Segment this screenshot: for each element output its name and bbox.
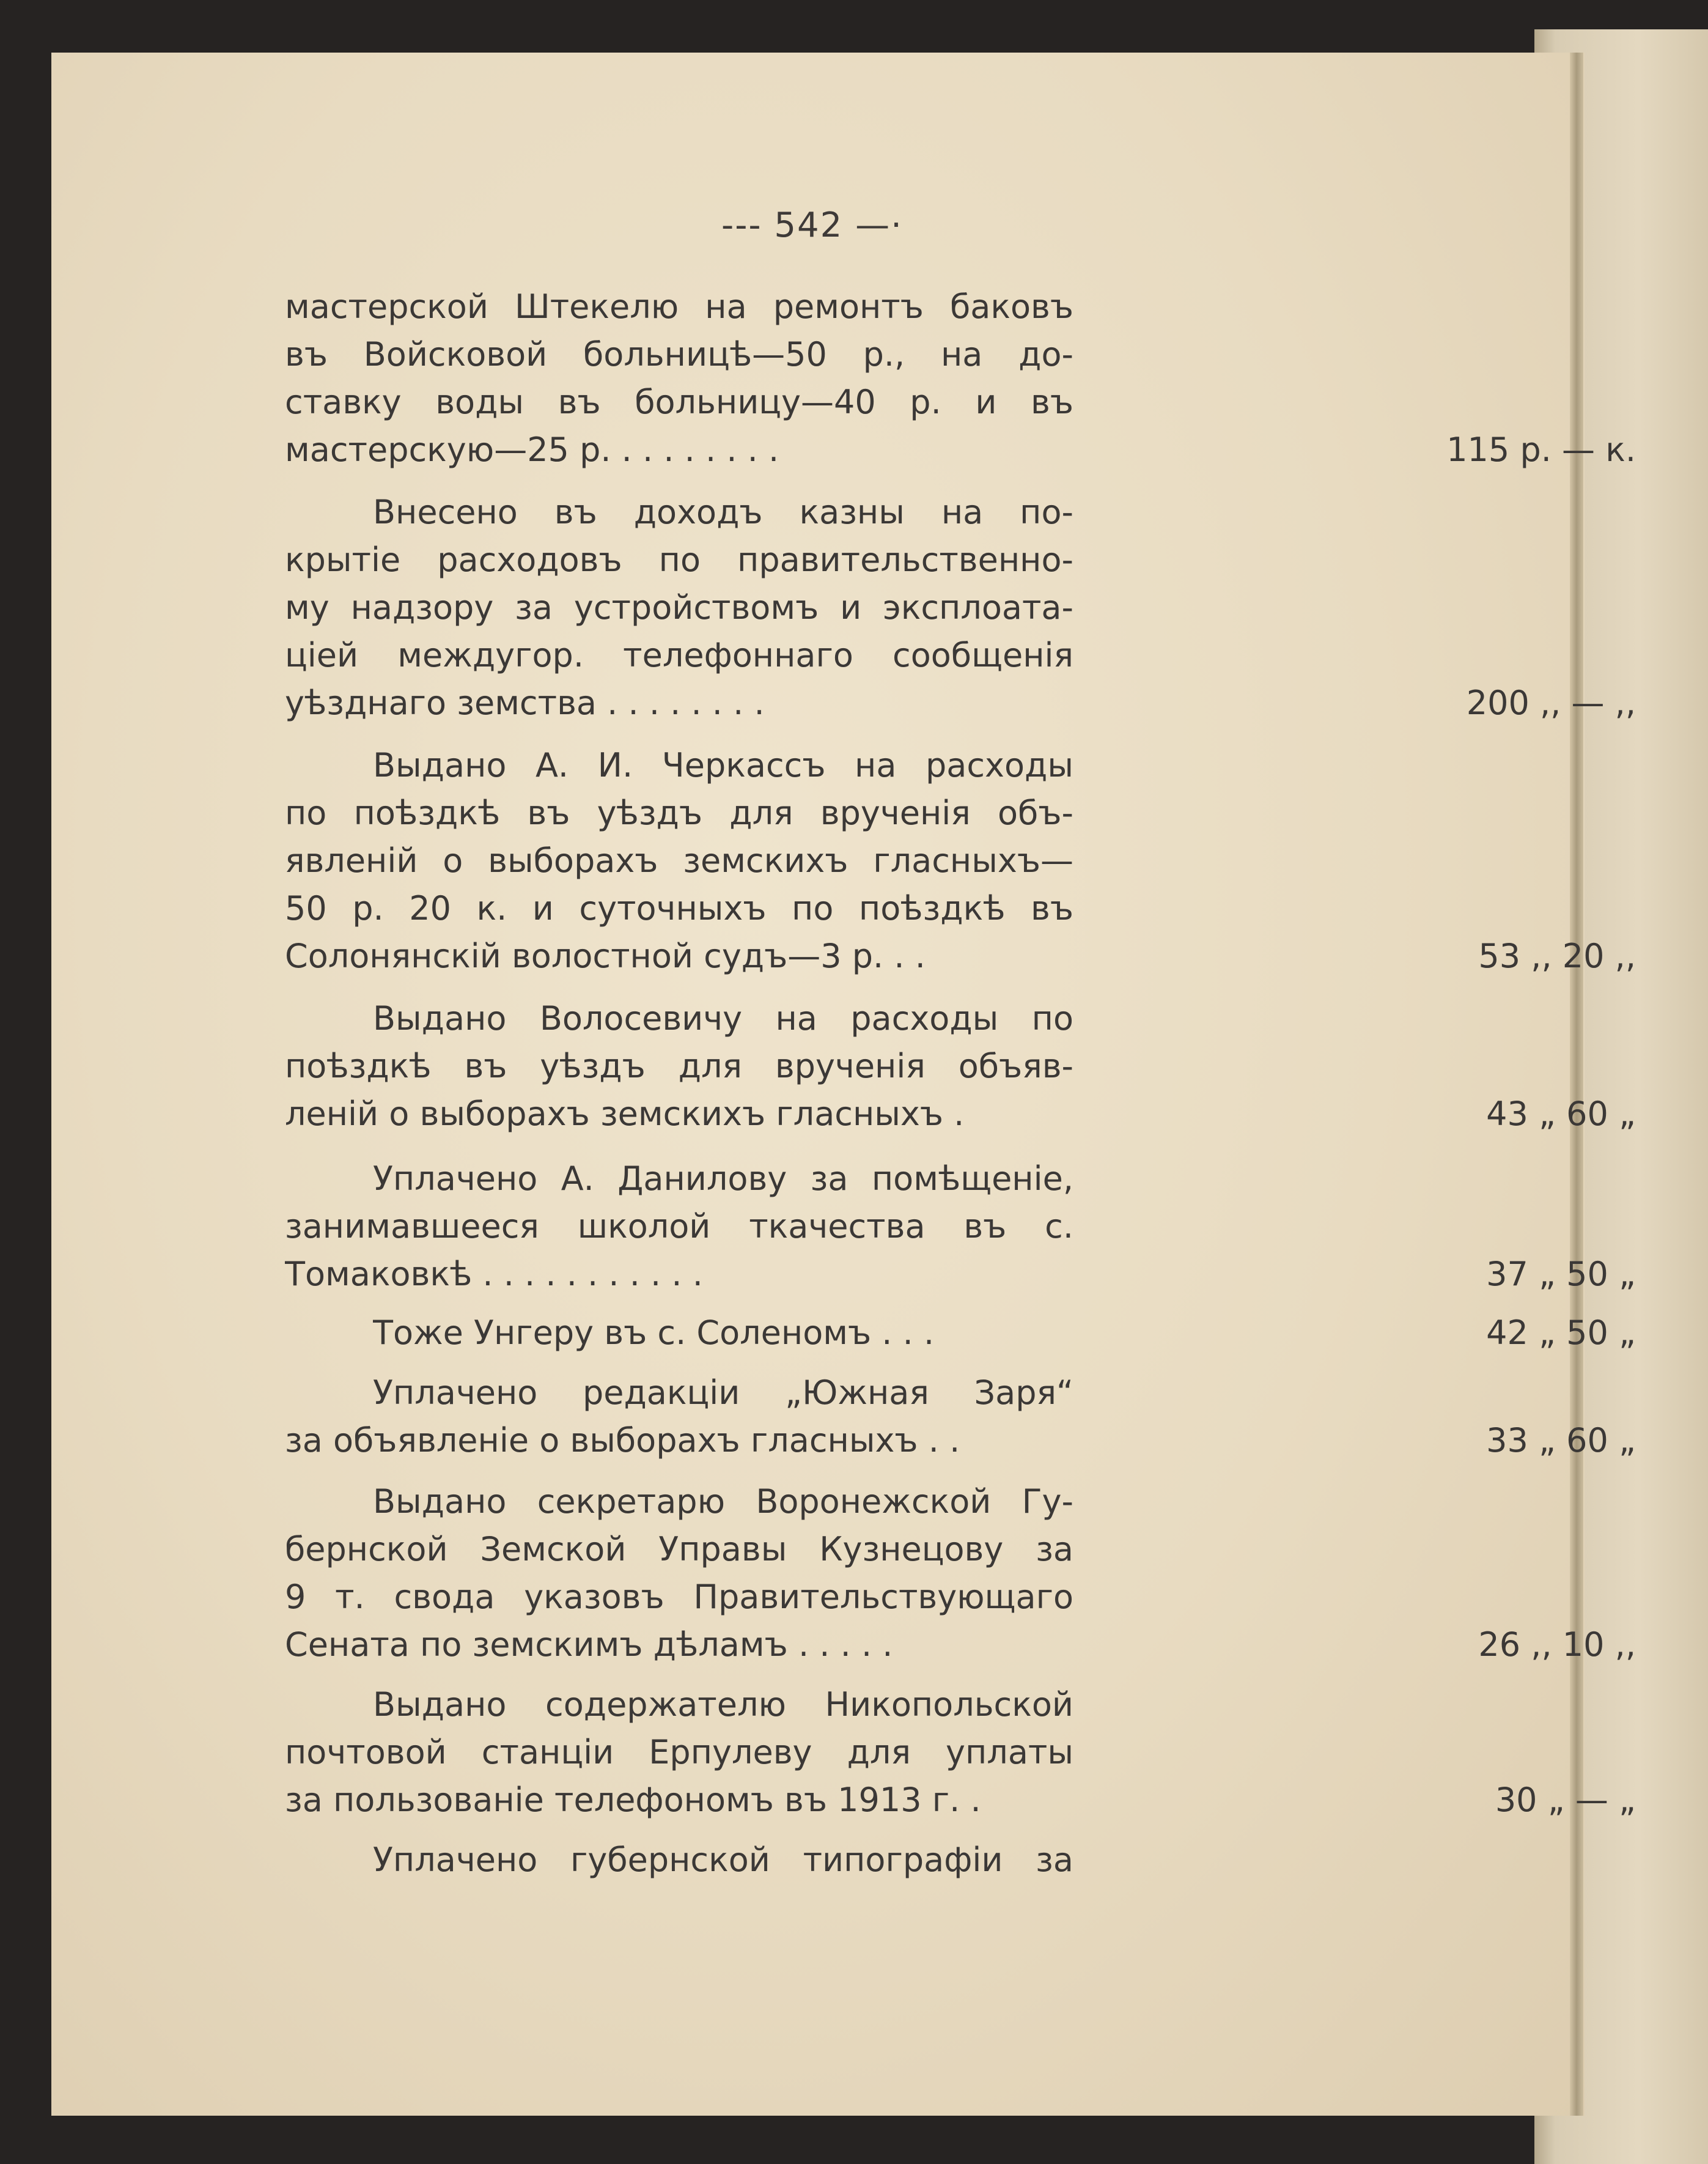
entry-total-line: за пользованіе телефономъ въ 1913 г. . 30 „ — „ xyxy=(285,1781,1636,1819)
entry-total-line: Солонянскій волостной судъ—3 р. . . 53 ,, 20 ,, xyxy=(285,937,1636,975)
entry-total-line: Сената по земскимъ дѣламъ . . . . . 26 ,, 10 ,, xyxy=(285,1625,1636,1664)
entry-total-line: леній о выборахъ земскихъ гласныхъ . 43 „ 60 „ xyxy=(285,1095,1636,1133)
amount: 115 р. — к. xyxy=(1446,430,1636,469)
text-line: явленій о выборахъ земскихъ гласныхъ— xyxy=(285,841,1073,880)
text-line: ціей междугор. телефоннаго сообщенія xyxy=(285,636,1073,674)
amount: 42 „ 50 „ xyxy=(1486,1313,1636,1352)
text-line: Внесено въ доходъ казны на по- xyxy=(373,493,1073,531)
text-line: Уплачено А. Данилову за помѣщеніе, xyxy=(373,1159,1073,1198)
text-line: почтовой станціи Ерпулеву для уплаты xyxy=(285,1733,1073,1771)
text-line: ставку воды въ больницу—40 р. и въ xyxy=(285,383,1073,421)
entry-total-line: Тоже Унгеру въ с. Соленомъ . . . 42 „ 50 „ xyxy=(373,1313,1636,1352)
text-line: занимавшееся школой ткачества въ с. xyxy=(285,1207,1073,1246)
text-line: Выдано секретарю Воронежской Гу- xyxy=(373,1482,1073,1521)
text-line: мастерской Штекелю на ремонтъ баковъ xyxy=(285,287,1073,326)
entry-total-line: за объявленіе о выборахъ гласныхъ . . 33 „ 60 „ xyxy=(285,1421,1636,1460)
entry-total-line: уѣзднаго земства . . . . . . . . 200 ,, — ,, xyxy=(285,684,1636,722)
text-line: 9 т. свода указовъ Правительствующаго xyxy=(285,1578,1073,1616)
amount: 43 „ 60 „ xyxy=(1486,1095,1636,1133)
text-line: Уплачено губернской типографіи за xyxy=(373,1841,1073,1879)
amount: 26 ,, 10 ,, xyxy=(1478,1625,1636,1664)
amount: 33 „ 60 „ xyxy=(1486,1421,1636,1460)
entry-total-line: мастерскую—25 р. . . . . . . . . 115 р. — к. xyxy=(285,430,1636,469)
amount: 200 ,, — ,, xyxy=(1466,684,1636,722)
text-line: въ Войсковой больницѣ—50 р., на до- xyxy=(285,335,1073,374)
amount: 53 ,, 20 ,, xyxy=(1478,937,1636,975)
text-line: поѣздкѣ въ уѣздъ для врученія объяв- xyxy=(285,1047,1073,1085)
text-line: му надзору за устройствомъ и эксплоата- xyxy=(285,588,1073,627)
amount: 37 „ 50 „ xyxy=(1486,1255,1636,1293)
page-number: --- 542 —· xyxy=(721,205,903,245)
text-line: 50 р. 20 к. и суточныхъ по поѣздкѣ въ xyxy=(285,889,1073,928)
text-line: Выдано Волосевичу на расходы по xyxy=(373,999,1073,1038)
text-line: по поѣздкѣ въ уѣздъ для врученія объ- xyxy=(285,794,1073,832)
amount: 30 „ — „ xyxy=(1495,1781,1636,1819)
text-line: крытіе расходовъ по правительственно- xyxy=(285,541,1073,579)
entry-total-line: Томаковкѣ . . . . . . . . . . . 37 „ 50 „ xyxy=(285,1255,1636,1293)
text-line: бернской Земской Управы Кузнецову за xyxy=(285,1530,1073,1568)
text-line: Уплачено редакціи „Южная Заря“ xyxy=(373,1373,1073,1412)
text-line: Выдано содержателю Никопольской xyxy=(373,1685,1073,1724)
text-line: Выдано А. И. Черкассъ на расходы xyxy=(373,746,1073,785)
